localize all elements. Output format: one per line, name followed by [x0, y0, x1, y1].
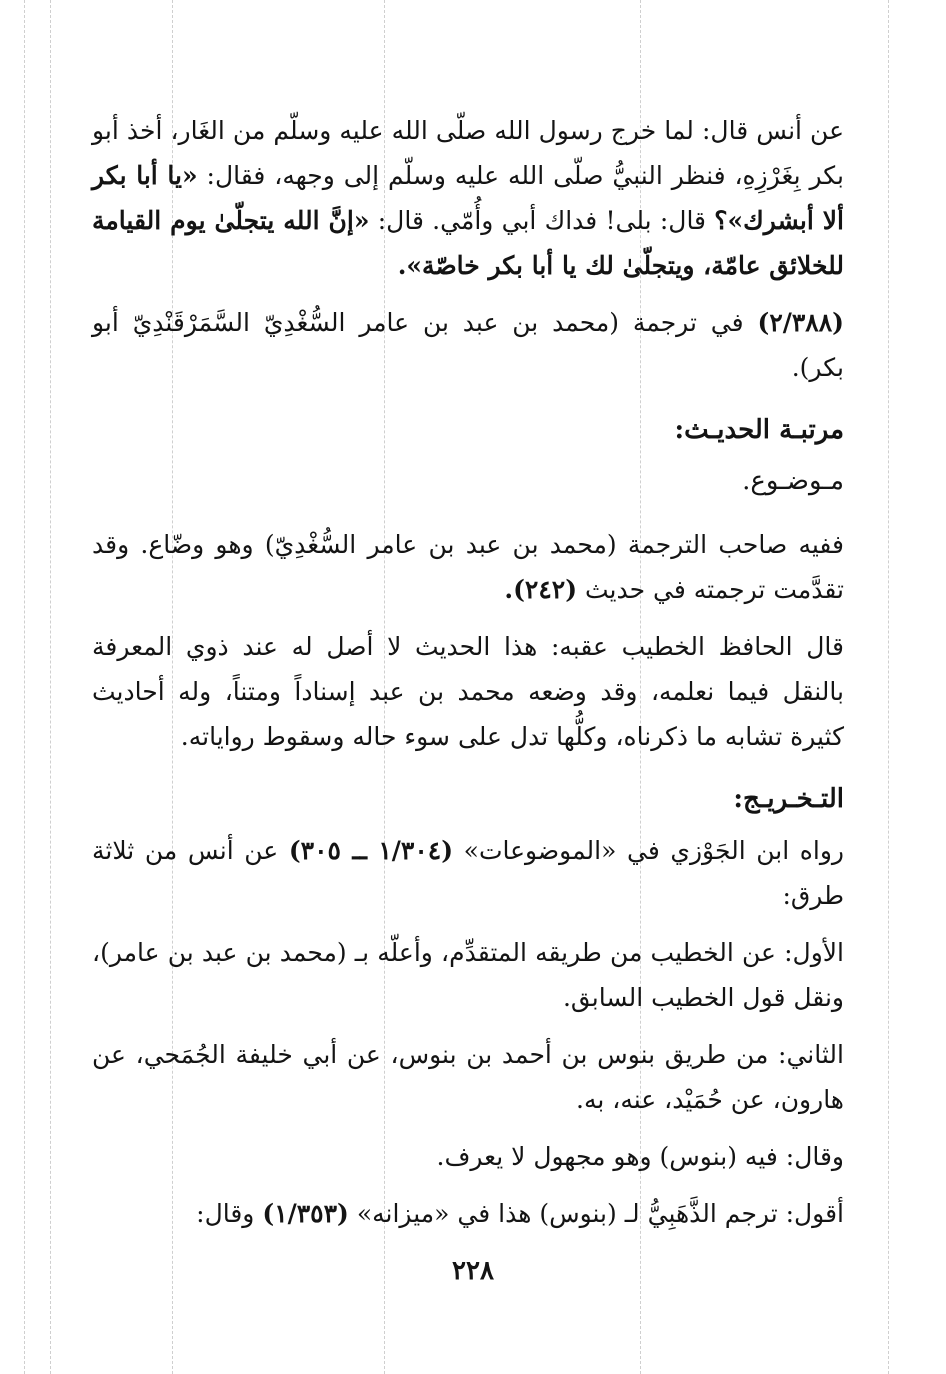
- source-reference: [92, 300, 844, 390]
- section-heading-takhrij: التـخـريـج:: [733, 784, 844, 814]
- paragraph-narrator: [92, 522, 844, 612]
- hadith-quote-2: «إنَّ الله يتجلّىٰ يوم القيامة للخلائق عامّة، ويتجلّىٰ لك يا أبا بكر خاصّة».: [92, 206, 844, 280]
- paragraph-takhrij-intro: [92, 828, 844, 918]
- hadith-narration-2: قال: بلى! فداك أبي وأُمّي. قال:: [369, 206, 715, 235]
- paragraph-comment: وقال: فيه (بنوس) وهو مجهول لا يعرف.: [436, 1142, 844, 1171]
- dhahabi-reference: (١/٣٥٣): [262, 1199, 349, 1228]
- paragraph-first-route: الأول: عن الخطيب من طريقه المتقدِّم، وأعلّه بـ (محمد بن عبد بن عامر)، ونقل قول الخطيب السابق.: [92, 938, 844, 1012]
- section-heading-rank: مرتبـة الحديـث:: [674, 415, 844, 445]
- hadith-text: [92, 108, 844, 288]
- takhrij-intro-end: عن أنس من ثلاثة طرق:: [92, 836, 844, 910]
- takhrij-reference: (١/٣٠٤ ــ ٣٠٥): [288, 836, 454, 865]
- hadith-narration: عن أنس قال: لما خرج رسول الله صلّى الله عليه وسلّم من الغَار، أخذ أبو بكر بِغَرْزِهِ، فنظر النبيُّ صلّى الله عليه وسلّم إلى وجهه، فقال:: [92, 116, 845, 190]
- hadith-number-reference: (٢٤٢).: [504, 575, 578, 604]
- guide-line-2: [50, 0, 51, 1374]
- page-number: ٢٢٨: [452, 1256, 494, 1286]
- paragraph-narrator-text: ففيه صاحب الترجمة (محمد بن عبد بن عامر السُّغْدِيّ) وهو وضّاع. وقد تقدَّمت ترجمته في حديث: [92, 530, 845, 604]
- hadith-rank: مـوضـوع.: [742, 466, 844, 496]
- paragraph-khatib: قال الحافظ الخطيب عقبه: هذا الحديث لا أصل له عند ذوي المعرفة بالنقل فيما نعلمه، وقد وضعه محمد بن عبد إسناداً ومتناً، وله أحاديث كثيرة تشابه ما ذكرناه، وكلُّها تدل على سوء حاله وسقوط رواياته.: [92, 632, 844, 751]
- guide-line-6: [888, 0, 889, 1374]
- document-page: [92, 108, 844, 1248]
- guide-line-1: [24, 0, 25, 1374]
- source-volume-page: (٢/٣٨٨): [757, 308, 844, 337]
- dhahabi-text: أقول: ترجم الذَّهَبِيُّ لـ (بنوس) هذا في «ميزانه»: [348, 1199, 844, 1228]
- source-biography: في ترجمة (محمد بن عبد بن عامر السُّغْدِيّ السَّمَرْقَنْدِيّ أبو بكر).: [92, 308, 844, 382]
- paragraph-dhahabi: [92, 1191, 844, 1236]
- dhahabi-text-end: وقال:: [196, 1199, 263, 1228]
- paragraph-second-route: الثاني: من طريق بنوس بن أحمد بن بنوس، عن أبي خليفة الجُمَحي، عن هارون، عن حُمَيْد، عنه، به.: [92, 1040, 844, 1114]
- hadith-quote-1: «يا أبا بكر ألا أبشرك»؟: [92, 161, 844, 235]
- takhrij-intro-text: رواه ابن الجَوْزي في «الموضوعات»: [453, 836, 845, 865]
